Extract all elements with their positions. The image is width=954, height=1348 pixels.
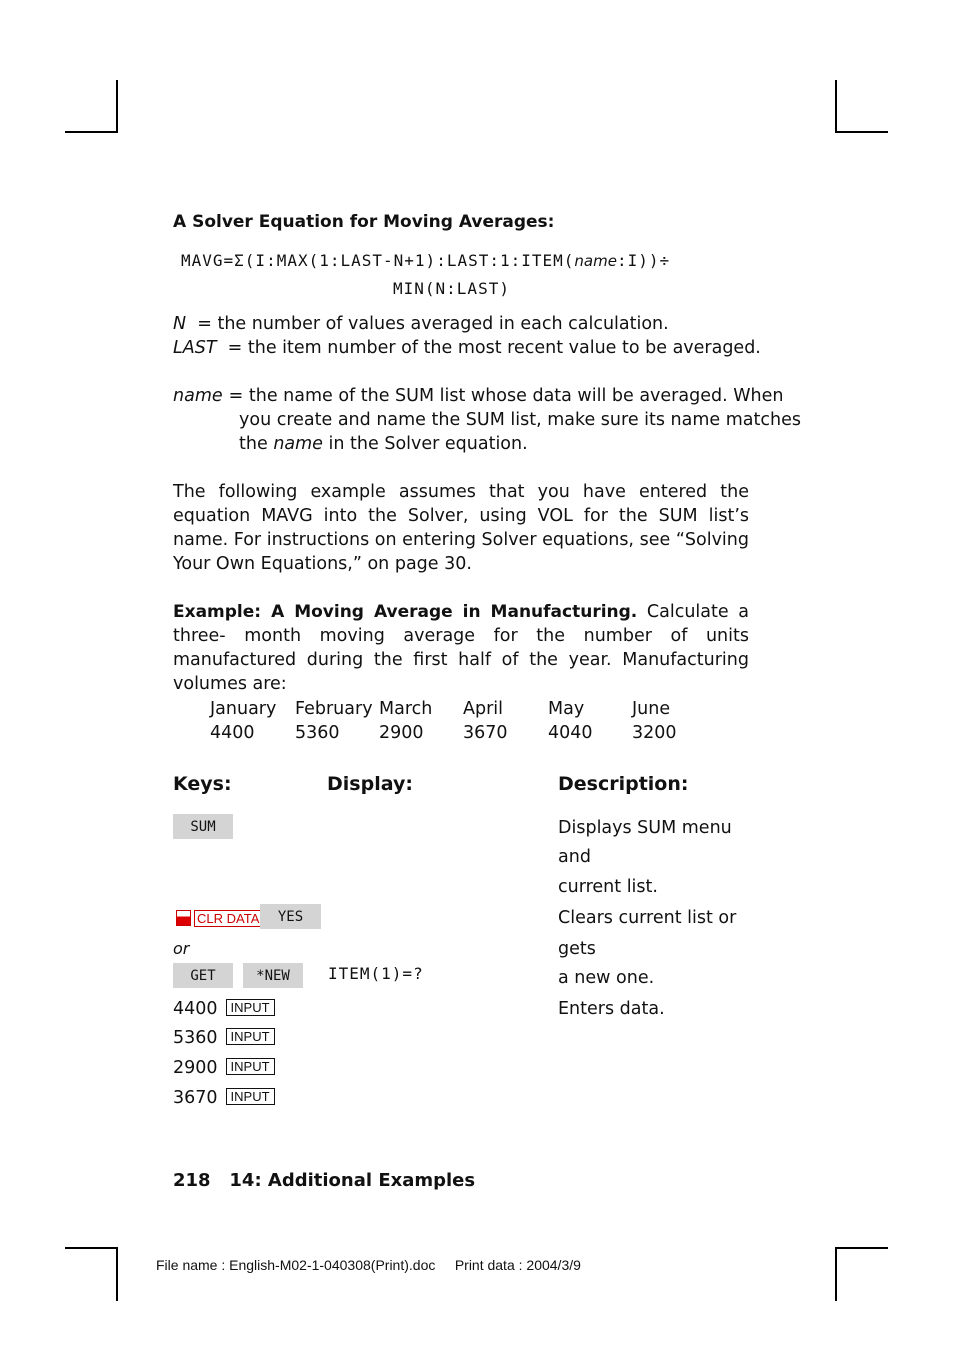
crop-mark-bottom-right-h (835, 1247, 888, 1249)
volume-value: 2900 (379, 723, 424, 743)
month-label: May (548, 699, 585, 719)
example-title: Example: A Moving Average in Manufacturing. (173, 602, 638, 622)
keys-header: Keys: (173, 773, 232, 795)
definition-name-text-1: = the name of the SUM list whose data will be averaged. When (228, 386, 784, 406)
intro-paragraph: The following example assumes that you have entered the equation MAVG into the Solver, using VOL for the SUM list’s name. For instructions on entering Solver equations, see “Solving Your Own Equations,” on page 30. (173, 482, 749, 574)
desc-clear-2: gets (558, 939, 596, 959)
definition-last (173, 336, 761, 360)
desc-clear-3: a new one. (558, 968, 655, 988)
definition-name-var: name (173, 386, 223, 406)
month-label: January (210, 699, 277, 719)
crop-mark-bottom-left-v (116, 1247, 118, 1301)
description-header: Description: (558, 773, 689, 795)
input-key[interactable]: INPUT (226, 1088, 275, 1105)
page-number: 218 (173, 1170, 211, 1191)
definition-n-text: = the number of values averaged in each calculation. (197, 314, 669, 334)
display-header: Display: (327, 773, 413, 795)
definition-last-text: = the item number of the most recent value to be averaged. (227, 338, 761, 358)
clr-data-key[interactable]: CLR DATA (194, 910, 262, 927)
get-key[interactable]: GET (173, 963, 233, 988)
crop-mark-top-right-v (835, 80, 837, 132)
crop-mark-bottom-left-h (65, 1247, 118, 1249)
definition-name-text-3b: name (273, 434, 323, 454)
definition-name-line-3 (239, 432, 528, 456)
definition-name-line-1 (173, 384, 784, 408)
entry-value: 4400 (173, 999, 218, 1019)
equation-line-1-prefix: MAVG=Σ(I:MAX(1:LAST-N+1):LAST:1:ITEM( (181, 251, 575, 270)
section-title: A Solver Equation for Moving Averages: (173, 212, 555, 232)
volume-value: 3200 (632, 723, 677, 743)
example-text-rest: month moving average for the number of units manufactured during the first half of the year. Manufacturing volumes are: (173, 626, 749, 694)
crop-mark-top-left-v (116, 80, 118, 132)
definition-name-text-3a: the (239, 434, 268, 454)
data-entry-row (173, 1086, 275, 1110)
volume-value: 4400 (210, 723, 255, 743)
entry-value: 2900 (173, 1058, 218, 1078)
definition-name-text-3c: in the Solver equation. (328, 434, 528, 454)
entry-value: 3670 (173, 1088, 218, 1108)
input-key[interactable]: INPUT (226, 999, 275, 1016)
page-footer (173, 1170, 475, 1191)
equation-name-var: name (574, 252, 617, 270)
definition-n (173, 312, 669, 336)
definition-name-line-2: you create and name the SUM list, make sure its name matches (239, 410, 801, 430)
entry-value: 5360 (173, 1028, 218, 1048)
display-item-prompt: ITEM(1)=? (328, 964, 424, 983)
volume-value: 5360 (295, 723, 340, 743)
data-entry-row (173, 1056, 275, 1080)
month-label: June (632, 699, 671, 719)
desc-sum-3: current list. (558, 877, 658, 897)
crop-mark-top-right-h (835, 131, 888, 133)
example-paragraph (173, 600, 749, 696)
definition-last-var: LAST (173, 338, 217, 358)
desc-enter: Enters data. (558, 999, 665, 1019)
equation-line-2: MIN(N:LAST) (393, 279, 510, 298)
or-text: or (173, 939, 190, 958)
desc-sum-2: and (558, 847, 591, 867)
volume-value: 4040 (548, 723, 593, 743)
data-entry-row (173, 997, 275, 1021)
month-label: February (295, 699, 373, 719)
definition-n-var: N (173, 314, 187, 334)
input-key[interactable]: INPUT (226, 1058, 275, 1075)
equation-line-1-suffix: :I))÷ (616, 251, 671, 270)
month-label: April (463, 699, 503, 719)
volume-value: 3670 (463, 723, 508, 743)
crop-mark-bottom-right-v (835, 1247, 837, 1301)
yes-key[interactable]: YES (260, 904, 321, 929)
sum-menu-key[interactable]: SUM (173, 814, 233, 839)
file-name: File name : English-M02-1-040308(Print).doc (156, 1257, 436, 1273)
file-info (156, 1257, 581, 1273)
month-label: March (379, 699, 433, 719)
example-text-1: Calculate a three- (173, 602, 749, 646)
shift-key-icon[interactable] (176, 910, 191, 926)
new-key[interactable]: *NEW (243, 963, 303, 988)
input-key[interactable]: INPUT (226, 1028, 275, 1045)
crop-mark-top-left-h (65, 131, 118, 133)
desc-sum-1: Displays SUM menu (558, 818, 732, 838)
equation-line-1 (181, 251, 670, 270)
desc-clear-1: Clears current list or (558, 908, 737, 928)
data-entry-row (173, 1026, 275, 1050)
chapter-title: 14: Additional Examples (229, 1170, 476, 1191)
print-data: Print data : 2004/3/9 (454, 1257, 581, 1273)
